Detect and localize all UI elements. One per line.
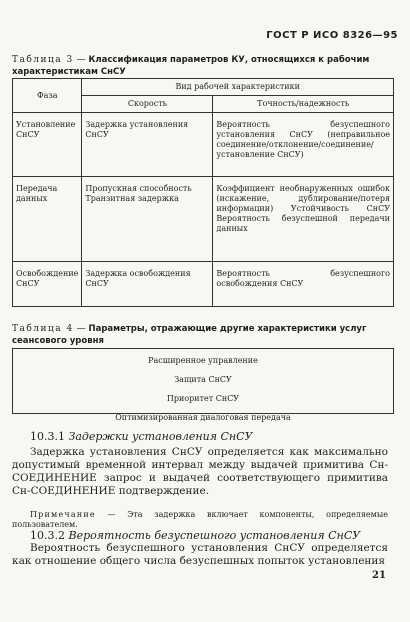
list-item: Приоритет СнСУ [166,394,240,403]
column-header-accuracy: Точность/надежность [213,96,394,113]
table-4-label: Таблица 4 [12,324,74,334]
table-3-caption [12,54,402,78]
section-10-3-1-text: Задержка установления СнСУ определяется как максимально допустимый временной интервал между выдачей примитива Сн-СОЕДИНЕНИЕ запрос и выдачей соответствующего примитива Сн-СОЕДИНЕНИЕ подтверждение. [12,446,388,497]
table-3-title: Классификация параметров КУ, относящихся к рабочим характеристикам СнСУ [12,55,370,77]
cell-accuracy: Коэффициент необнаруженных ошибок (искажение, дублирование/потеря информации) Устойчивость СнСУ Вероятность безуспешной передачи данных [213,177,394,262]
cell-speed: Задержка установления СнСУ [82,113,213,177]
cell-accuracy: Вероятность безуспешного установления СнСУ (неправильное соединение/отклонение/соединение/установление СнСУ) [213,113,394,177]
cell-phase: Установление СнСУ [13,113,82,177]
table-row [13,262,394,307]
table-4-caption [12,323,402,347]
section-title: Задержки установления СнСУ [68,430,253,443]
table-row [13,177,394,262]
table-3-header-row-1 [13,79,394,96]
cell-accuracy: Вероятность безуспешного освобождения СнСУ [213,262,394,307]
table-4 [12,348,394,422]
cell-speed: Пропускная способность Транзитная задержка [82,177,213,262]
list-item: Защита СнСУ [174,375,232,384]
list-item: Расширенное управление [148,356,258,365]
note-text: — Эта задержка включает компоненты, определяемые пользователем. [12,510,388,529]
section-10-3-2-heading [30,529,360,542]
cell-speed: Задержка освобождения СнСУ [82,262,213,307]
page-number: 21 [372,570,386,581]
table-3-label: Таблица 3 [12,55,74,65]
table-4-title: Параметры, отражающие другие характеристики услуг сеансового уровня [12,324,367,346]
note-label: Примечание [30,510,96,519]
column-header-speed: Скорость [82,96,213,113]
cell-phase: Освобождение СнСУ [13,262,82,307]
section-10-3-1-heading [30,430,253,443]
table-4-dash: — [73,324,89,334]
note [12,510,388,530]
document-header: ГОСТ Р ИСО 8326—95 [266,30,398,41]
column-header-phase: Фаза [13,79,82,113]
section-number: 10.3.2 [30,529,65,542]
table-3 [12,78,394,307]
list-item: Оптимизированная диалоговая передача [115,413,291,422]
column-header-group: Вид рабочей характеристики [82,79,394,96]
table-3-dash: — [73,55,89,65]
cell-phase: Передача данных [13,177,82,262]
table-row [13,113,394,177]
section-10-3-2-text: Вероятность безуспешного установления СнСУ определяется как отношение общего числа безуспешных попыток установления [12,542,388,567]
section-title: Вероятность безуспешного установления СнСУ [68,529,361,542]
section-number: 10.3.1 [30,430,65,443]
